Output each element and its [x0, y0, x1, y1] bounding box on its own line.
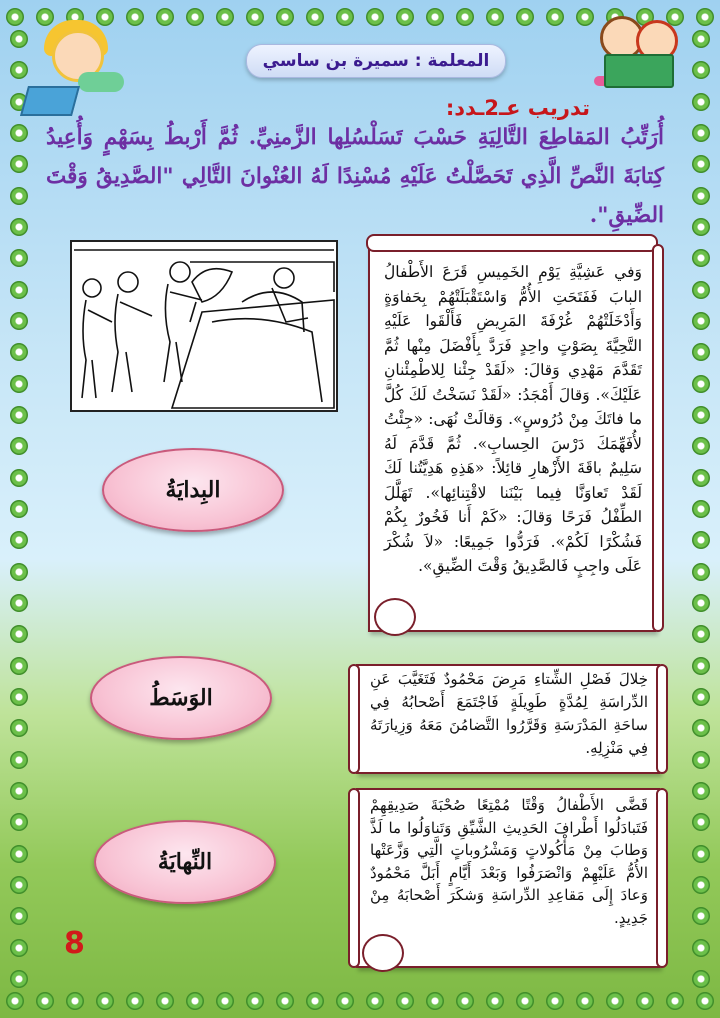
label-end-oval[interactable] — [94, 820, 276, 904]
label-end: النِّهايَةُ — [157, 849, 213, 875]
label-middle-oval[interactable] — [90, 656, 272, 740]
right-flower-border — [686, 30, 716, 988]
bottom-flower-border — [6, 986, 714, 1016]
exercise-title: تدريب عـ2ـدد: — [445, 96, 590, 120]
left-flower-border — [4, 30, 34, 988]
line-drawing — [72, 242, 336, 410]
teacher-name: المعلمة : سميرة بن ساسي — [262, 51, 490, 71]
label-beginning: البِدايَةُ — [165, 477, 221, 503]
passage-illness-text: خِلالَ فَصْلِ الشِّتاءِ مَرِضَ مَحْمُودٌ فَتَغَيَّبَ عَنِ الدِّراسَةِ لِمُدَّةٍ طَوِيلَةٍ فَاجْتَمَعَ أَصْحابُهُ فِي ساحَةِ المَدْرَسَةِ وَقَرَّرُوا التَّضامُنَ مَعَهُ وَزِيارَتَهُ فِي مَنْزِلِهِ. — [370, 670, 648, 757]
exercise-instruction: أُرَتِّبُ المَقاطِعَ التَّالِيَةِ حَسْبَ تَسَلْسُلِها الزَّمنِيِّ. ثُمَّ أَرْبطُ بِسَهْمٍ وَأُعِيدُ كِتابَةَ النَّصِّ الَّذِي تَحَصَّلْتُ عَلَيْهِ مُسْنِدًا لَهُ العُنْوانَ التَّالِي "الصَّدِيقُ وَقْتَ الضِّيقِ". — [46, 125, 664, 228]
passage-illness-scroll — [356, 664, 660, 774]
scroll-link-circle[interactable] — [374, 598, 416, 636]
sick-boy-visit-illustration — [70, 240, 338, 412]
page-number: 8 — [64, 926, 85, 961]
passage-return-scroll — [356, 788, 660, 968]
passage-visit-scroll — [368, 244, 656, 632]
label-middle: الوَسَطُ — [149, 685, 213, 711]
teacher-name-banner — [246, 44, 506, 78]
passage-visit-text: وَفي عَشِيَّةِ يَوْمِ الخَمِيسِ قَرَعَ الأَطْفالُ البابَ فَفَتَحَتِ الأُمُّ وَاسْتَقْبَلَتْهُمْ بِحَفاوَةٍ وَأَدْخَلَتْهُمْ غُرْفَةَ المَرِيضِ فَأَلْقَوا عَلَيْهِ التَّحِيَّةَ بِصَوْتٍ واحِدٍ فَرَدَّ بِأَفْضَلَ مِنْها ثُمَّ تَقَدَّمَ مَهْدِي وَقالَ: «لَقَدْ جِئْنا لِلاطْمِئْنانِ عَلَيْكَ». وَقالَ أَمْجَدُ: «لَقَدْ نَسَخْتُ لَكَ كُلَّ ما فاتَكَ مِنْ دُرُوسٍ». وَقالَتْ نُهَى: «جِئْتُ لأُفَهِّمَكَ دَرْسَ الحِسابِ». ثُمَّ قَدَّمَ لَهُ سَلِيمٌ باقَةَ الأَزْهارِ قائِلاً: «هَذِهِ هَدِيَّتُنا لَكَ لَقَدْ تَعاوَنَّا فِيما بَيْنَنا لاقْتِنائِها». تَهَلَّلَ الطِّفْلُ فَرَحًا وَقالَ: «كَمْ أَنا فَخُورٌ بِكُمْ فَشُكْرًا لَكُمْ». فَرَدُّوا جَمِيعًا: «لاَ شُكْرَ عَلَى واجِبٍ فَالصَّدِيقُ وَقْتَ الضِّيقِ». — [384, 263, 642, 575]
passage-return-text: قَضَّى الأَطْفالُ وَقْتًا مُمْتِعًا صُحْبَةَ صَدِيقِهِمْ فَتَبادَلُوا أَطْرافَ الحَدِيثِ الشَّيِّقِ وَتَناوَلُوا ما لَذَّ وَطابَ مِنْ مَأْكُولاتٍ وَمَشْرُوباتٍ الَّتِي وَزَّعَتْها الأُمُّ عَلَيْهِمْ وَانْصَرَفُوا وَبَعْدَ أَيَّامٍ أَبَلَّ مَحْمُودٌ وَعادَ إِلَى مَقاعِدِ الدِّراسَةِ وَشكَرَ أَصْحابَهُ مِنْ جَدِيدٍ. — [370, 796, 648, 927]
label-beginning-oval[interactable] — [102, 448, 284, 532]
scroll-link-circle[interactable] — [362, 934, 404, 972]
